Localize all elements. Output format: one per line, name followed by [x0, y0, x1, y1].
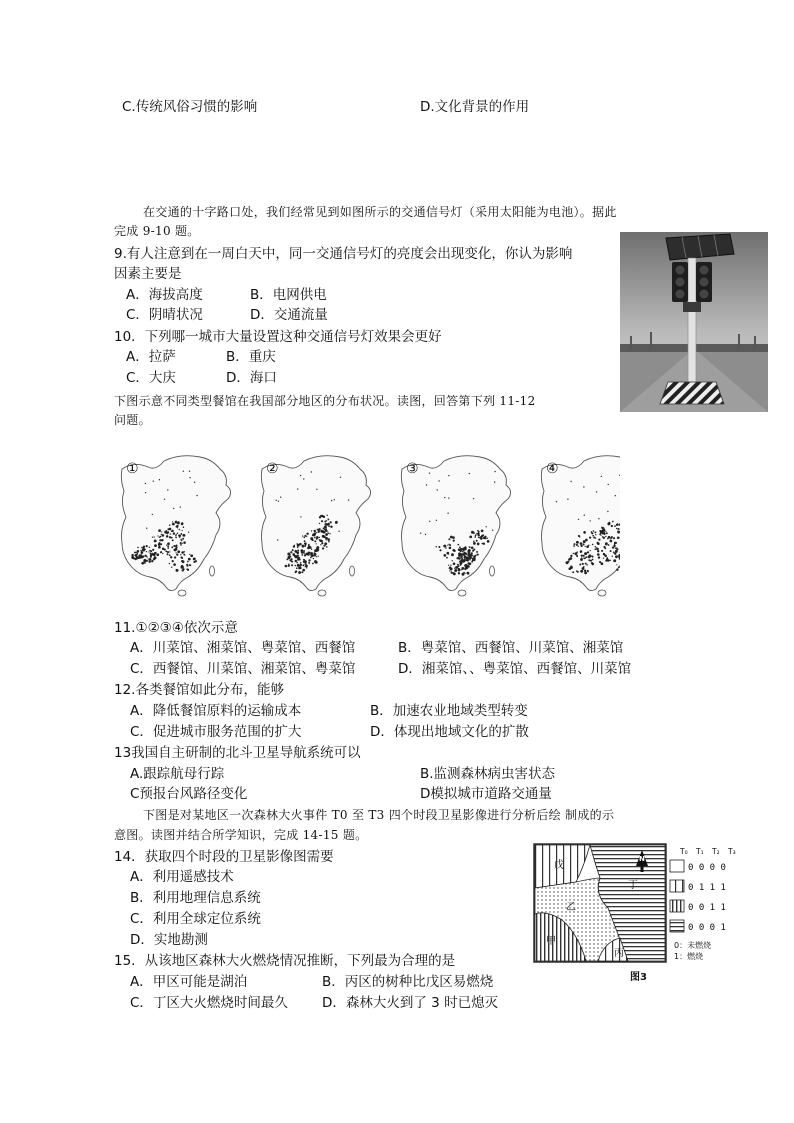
- intro-14-15-line2: 意图。读图并结合所学知识，完成 14-15 题。: [114, 828, 368, 842]
- intro-9-10-line2: 完成 9-10 题。: [114, 224, 200, 238]
- intro-11-12-line2: 问题。: [114, 413, 151, 427]
- china-map-4: [541, 456, 620, 596]
- q12-option-a: A．降低餐馆原料的运输成本: [130, 703, 302, 719]
- legend-header-t1: T₁: [696, 847, 704, 856]
- legend-row-3: 0 0 1 1: [688, 903, 726, 913]
- legend-unburned: 0：未燃烧: [674, 941, 712, 950]
- q14-option-b: B．利用地理信息系统: [130, 890, 261, 906]
- legend-header-t0: T₀: [680, 847, 688, 856]
- region-wu-label: 戊: [554, 860, 564, 871]
- china-map-3: [401, 456, 510, 596]
- q9-stem-cont: 因素主要是: [114, 266, 182, 282]
- region-yi-label: 乙: [566, 902, 576, 913]
- region-jia-label: 甲: [546, 936, 556, 947]
- intro-9-10-line1: 在交通的十字路口处，我们经常见到如图所示的交通信号灯（采用太阳能为电池）。据此: [143, 205, 617, 219]
- legend-row-2: 0 1 1 1: [688, 883, 726, 893]
- q13-option-b: B.监测森林病虫害状态: [420, 766, 556, 782]
- intro-14-15-line1: 下图是对某地区一次森林大火事件 T0 至 T3 四个时段卫星影像进行分析后绘 制成的示: [143, 808, 615, 822]
- q14-option-c: C．利用全球定位系统: [130, 911, 261, 927]
- q15-stem: 15．从该地区森林大火燃烧情况推断，下列最为合理的是: [114, 953, 456, 969]
- traffic-light-photo: [620, 232, 768, 412]
- map-label-4: ④: [546, 461, 559, 477]
- q11-option-a: A．川菜馆、湘菜馆、粤菜馆、西餐馆: [130, 640, 356, 656]
- q9-option-a: A．海拔高度: [126, 287, 203, 303]
- forest-fire-diagram: [528, 838, 746, 988]
- q11-option-b: B．粤菜馆、西餐馆、川菜馆、湘菜馆: [398, 640, 624, 656]
- q15-option-c: C．丁区大火燃烧时间最久: [130, 995, 288, 1011]
- q10-option-c: C．大庆: [126, 370, 176, 386]
- restaurant-distribution-maps: [112, 447, 620, 597]
- q15-option-b: B．丙区的树种比戊区易燃烧: [322, 974, 494, 990]
- map-label-2: ②: [266, 461, 279, 477]
- q12-option-b: B．加速农业地域类型转变: [370, 703, 528, 719]
- q9-option-d: D．交通流量: [250, 307, 328, 323]
- q9-option-b: B．电网供电: [250, 287, 327, 303]
- legend-header-t2: T₂: [712, 847, 720, 856]
- q13-option-d: D模拟城市道路交通量: [420, 786, 552, 802]
- q11-option-d: D．湘菜馆、、粤菜馆、西餐馆、川菜馆: [398, 661, 632, 677]
- q12-option-d: D．体现出地域文化的扩散: [370, 724, 529, 740]
- q11-option-c: C．西餐馆、川菜馆、湘菜馆、粤菜馆: [130, 661, 356, 677]
- q8-option-c: C.传统风俗习惯的影响: [122, 99, 258, 115]
- china-map-2: [261, 456, 370, 596]
- legend-burned: 1：燃烧: [674, 952, 704, 961]
- q14-stem: 14．获取四个时段的卫星影像图需要: [114, 849, 334, 865]
- q12-stem: 12.各类餐馆如此分布，能够: [114, 682, 284, 698]
- map-label-3: ③: [406, 461, 419, 477]
- q14-option-d: D．实地勘测: [130, 932, 208, 948]
- q13-option-a: A.跟踪航母行踪: [130, 766, 225, 782]
- q12-option-c: C．促进城市服务范围的扩大: [130, 724, 302, 740]
- figure-caption: 图3: [630, 972, 647, 983]
- region-ding-label: 丁: [628, 880, 638, 891]
- q9-stem: 9.有人注意到在一周白天中，同一交通信号灯的亮度会出现变化，你认为影响: [114, 246, 573, 262]
- q13-option-c: C预报台风路径变化: [130, 786, 248, 802]
- q11-stem: 11.①②③④依次示意: [114, 620, 238, 636]
- legend-row-4: 0 0 0 1: [688, 923, 726, 933]
- q15-option-a: A．甲区可能是湖泊: [130, 974, 248, 990]
- q9-option-c: C．阴晴状况: [126, 307, 203, 323]
- legend-row-1: 0 0 0 0: [688, 863, 726, 873]
- north-label: N: [639, 855, 645, 863]
- region-bing-label: 丙: [614, 948, 624, 959]
- q10-option-a: A．拉萨: [126, 349, 176, 365]
- q13-stem: 13我国自主研制的北斗卫星导航系统可以: [114, 745, 361, 761]
- q10-option-b: B．重庆: [226, 349, 276, 365]
- q14-option-a: A．利用遥感技术: [130, 869, 234, 885]
- map-label-1: ①: [126, 461, 139, 477]
- china-map-1: [121, 456, 230, 596]
- q10-option-d: D．海口: [226, 370, 277, 386]
- q15-option-d: D．森林大火到了 3 时已熄灭: [322, 995, 499, 1011]
- q8-option-d: D.文化背景的作用: [420, 99, 530, 115]
- q10-stem: 10．下列哪一城市大量设置这种交通信号灯效果会更好: [114, 329, 442, 345]
- legend-header-t3: T₃: [728, 847, 736, 856]
- intro-11-12-line1: 下图示意不同类型餐馆在我国部分地区的分布状况。读图，回答第下列 11-12: [114, 394, 536, 408]
